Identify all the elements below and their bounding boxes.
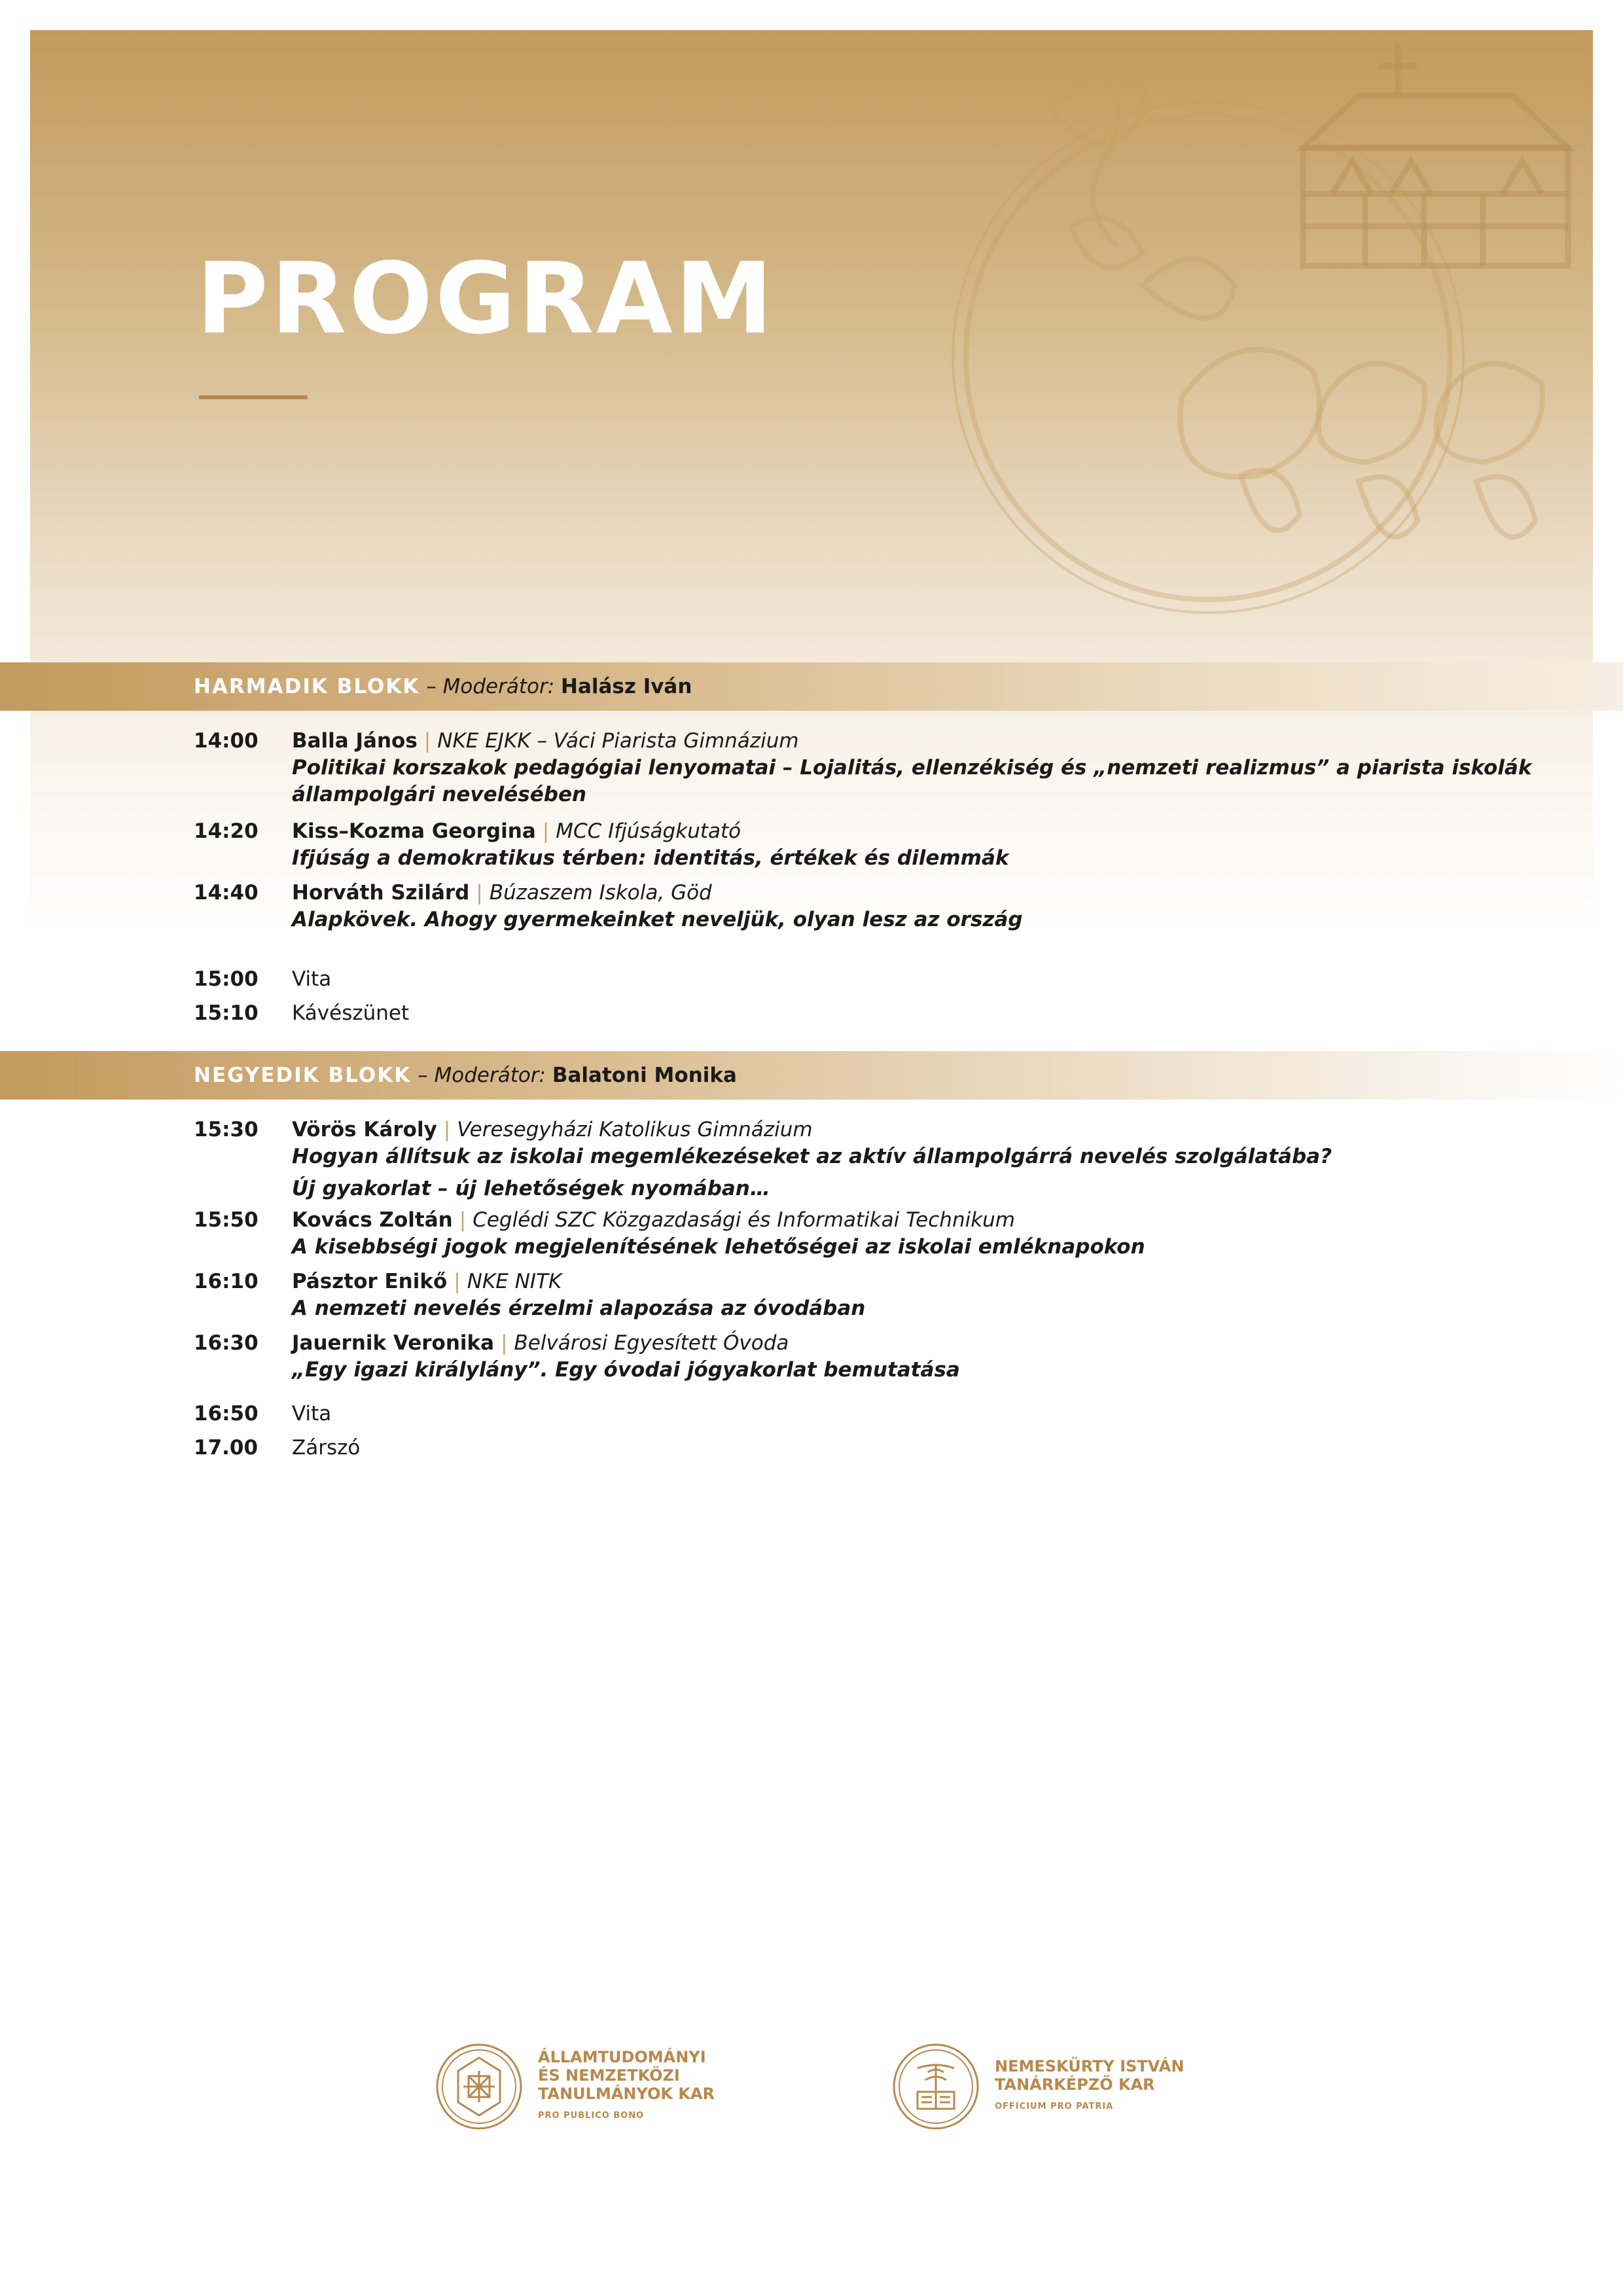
session-label: Zárszó — [292, 1436, 361, 1460]
logo-motto: OFFICIUM PRO PATRIA — [995, 2102, 1114, 2111]
separator: | — [454, 1270, 461, 1293]
block-header-harmadik — [0, 662, 1623, 711]
footer-logos — [0, 2042, 1623, 2147]
logo-line: ÉS NEMZETKÖZI — [538, 2066, 680, 2085]
institution: Ceglédi SZC Közgazdasági és Informatikai Technikum — [473, 1208, 1015, 1232]
title-underline — [199, 395, 308, 399]
page-title: PROGRAM — [196, 242, 776, 356]
time: 16:30 — [194, 1331, 259, 1355]
time: 14:40 — [194, 881, 259, 905]
talk-title: A kisebbségi jogok megjelenítésének lehetőségei az iskolai emléknapokon — [292, 1235, 1145, 1259]
session-label: Vita — [292, 1402, 332, 1426]
institution: Veresegyházi Katolikus Gimnázium — [457, 1118, 813, 1141]
time: 16:10 — [194, 1270, 259, 1293]
block-name: HARMADIK BLOKK — [194, 675, 420, 698]
session-label: Kávészünet — [292, 1001, 410, 1025]
speaker-name: Kiss–Kozma Georgina — [292, 819, 536, 843]
time: 16:50 — [194, 1402, 259, 1426]
moderator-name: Balatoni Monika — [552, 1064, 737, 1087]
talk-title: Ifjúság a demokratikus térben: identitás, értékek és dilemmák — [292, 846, 1009, 870]
talk-subtitle: Új gyakorlat – új lehetőségek nyomában… — [292, 1177, 770, 1200]
moderator-name: Halász Iván — [561, 675, 692, 698]
book-tree-emblem-icon — [891, 2042, 980, 2131]
logo-line: NEMESKÜRTY ISTVÁN — [995, 2057, 1185, 2075]
time: 14:00 — [194, 729, 259, 753]
session-label: Vita — [292, 967, 332, 991]
speaker-name: Jauernik Veronika — [292, 1331, 495, 1355]
knot-emblem-icon — [435, 2042, 524, 2131]
institution: NKE EJKK – Váci Piarista Gimnázium — [437, 729, 799, 753]
decorative-ornament-icon — [30, 30, 1593, 685]
moderator-label: Moderátor: — [434, 1064, 546, 1087]
institution: NKE NITK — [467, 1270, 562, 1293]
speaker-name: Kovács Zoltán — [292, 1208, 453, 1232]
talk-title: Politikai korszakok pedagógiai lenyomatai – Lojalitás, ellenzékiség és „nemzeti realizmus” a piarista iskolák állampolgári nevelésében — [292, 756, 1532, 806]
time: 17.00 — [194, 1436, 259, 1460]
time: 15:00 — [194, 967, 259, 991]
separator: | — [501, 1331, 508, 1355]
logo-line: TANÁRKÉPZŐ KAR — [995, 2075, 1155, 2094]
institution: MCC Ifjúságkutató — [556, 819, 741, 843]
talk-title: Hogyan állítsuk az iskolai megemlékezéseket az aktív állampolgárrá nevelés szolgálatába? — [292, 1145, 1332, 1168]
separator: | — [542, 819, 550, 843]
moderator-label: Moderátor: — [442, 675, 555, 698]
moderator-separator: – — [419, 675, 443, 698]
moderator-separator: – — [411, 1064, 435, 1087]
logo-line: TANULMÁNYOK KAR — [538, 2085, 715, 2103]
block-name: NEGYEDIK BLOKK — [194, 1064, 412, 1087]
logo-line: ÁLLAMTUDOMÁNYI — [538, 2048, 706, 2066]
logo-allamtudomanyi — [435, 2042, 715, 2131]
time: 15:30 — [194, 1118, 259, 1141]
time: 14:20 — [194, 819, 259, 843]
block-header-negyedik — [0, 1051, 1623, 1100]
speaker-name: Vörös Károly — [292, 1118, 437, 1141]
separator: | — [476, 881, 483, 905]
logo-motto: PRO PUBLICO BONO — [538, 2111, 645, 2121]
time: 15:50 — [194, 1208, 259, 1232]
talk-title: „Egy igazi királylány”. Egy óvodai jógyakorlat bemutatása — [292, 1358, 960, 1382]
separator: | — [443, 1118, 451, 1141]
speaker-name: Balla János — [292, 729, 418, 753]
institution: Búzaszem Iskola, Göd — [489, 881, 712, 905]
logo-nemeskurty — [891, 2042, 1184, 2131]
talk-title: A nemzeti nevelés érzelmi alapozása az óvodában — [292, 1297, 866, 1320]
talk-title: Alapkövek. Ahogy gyermekeinket neveljük, olyan lesz az ország — [292, 908, 1023, 931]
speaker-name: Pásztor Enikő — [292, 1270, 448, 1293]
time: 15:10 — [194, 1001, 259, 1025]
institution: Belvárosi Egyesített Óvoda — [514, 1331, 789, 1355]
block-header-text — [194, 675, 692, 698]
separator: | — [459, 1208, 467, 1232]
separator: | — [423, 729, 431, 753]
block-header-text — [194, 1064, 737, 1087]
speaker-name: Horváth Szilárd — [292, 881, 470, 905]
